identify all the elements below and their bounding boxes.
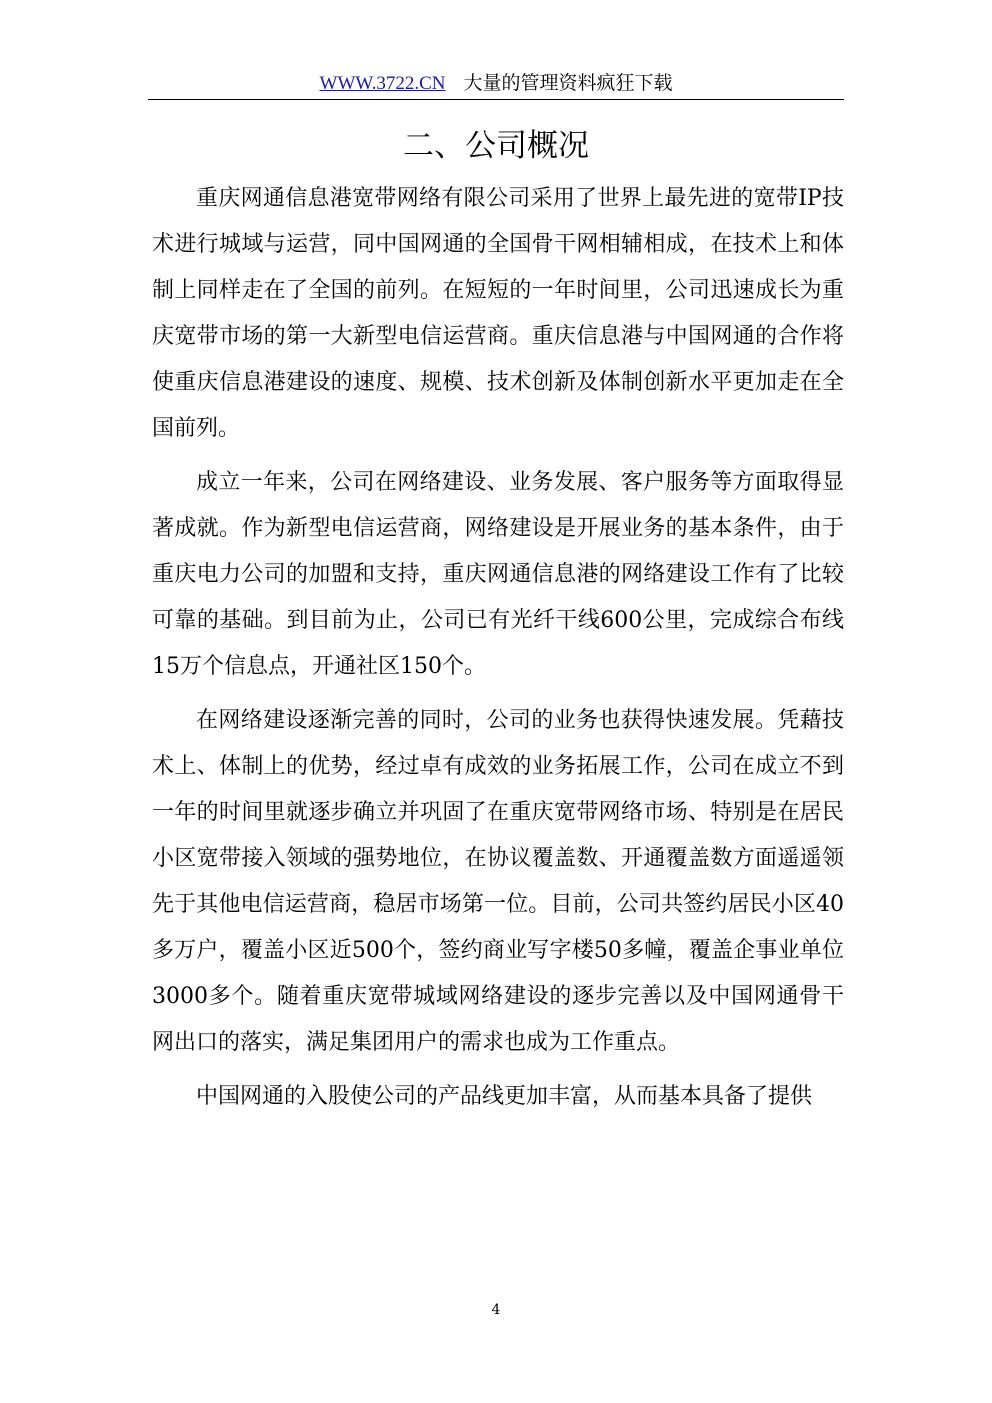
section-title: 二、公司概况: [403, 128, 589, 164]
header-tagline: 大量的管理资料疯狂下载: [463, 72, 673, 94]
header-divider: [148, 99, 844, 100]
paragraph-3: 在网络建设逐渐完善的同时，公司的业务也获得快速发展。凭藉技术上、体制上的优势，经过卓有成效的业务拓展工作，公司在成立不到一年的时间里就逐步确立并巩固了在重庆宽带网络市场、特别是在居民小区宽带接入领域的强势地位，在协议覆盖数、开通覆盖数方面遥遥领先于其他电信运营商，稳居市场第一位。目前，公司共签约居民小区40多万户，覆盖小区近500个，签约商业写字楼50多幢，覆盖企事业单位3000多个。随着重庆宽带城域网络建设的逐步完善以及中国网通骨干网出口的落实，满足集团用户的需求也成为工作重点。: [152, 708, 844, 1055]
paragraph-1: 重庆网通信息港宽带网络有限公司采用了世界上最先进的宽带IP技术进行城域与运营，同中国网通的全国骨干网相辅相成，在技术上和体制上同样走在了全国的前列。在短短的一年时间里，公司迅速成长为重庆宽带市场的第一大新型电信运营商。重庆信息港与中国网通的合作将使重庆信息港建设的速度、规模、技术创新及体制创新水平更加走在全国前列。: [152, 186, 844, 441]
header-site-link[interactable]: WWW.3722.CN: [319, 73, 446, 94]
document-body: [152, 176, 844, 1120]
page-number: 4: [491, 1302, 501, 1318]
page-header: [148, 70, 844, 97]
paragraph-4: 中国网通的入股使公司的产品线更加丰富，从而基本具备了提供: [196, 1084, 813, 1109]
paragraph-2: 成立一年来，公司在网络建设、业务发展、客户服务等方面取得显著成就。作为新型电信运营商，网络建设是开展业务的基本条件，由于重庆电力公司的加盟和支持，重庆网通信息港的网络建设工作有了比较可靠的基础。到目前为止，公司已有光纤干线600公里，完成综合布线15万个信息点，开通社区150个。: [152, 470, 844, 679]
